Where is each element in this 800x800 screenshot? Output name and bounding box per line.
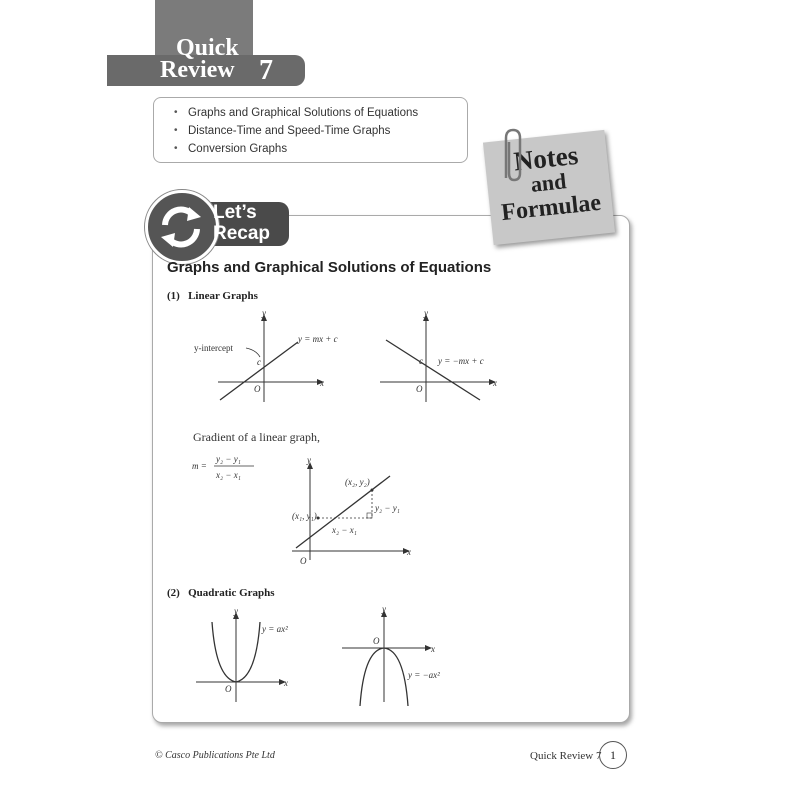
copyright: © Casco Publications Pte Ltd (155, 750, 275, 761)
lg1-y-label: y (262, 308, 266, 318)
topic-item: • Graphs and Graphical Solutions of Equations (154, 104, 467, 122)
lg1-x-label: x (320, 378, 324, 388)
recap-line2: Recap (213, 223, 271, 244)
notes-line1: Notes (512, 139, 580, 177)
lg1-origin-label: O (254, 384, 261, 394)
formula-lhs: m = (192, 461, 207, 471)
qg2-origin-label: O (373, 636, 380, 646)
section-title: Graphs and Graphical Solutions of Equations (167, 259, 492, 276)
lg2-x-label: x (493, 378, 497, 388)
header-title-line1: Quick (176, 35, 239, 61)
refresh-icon (153, 199, 209, 255)
lg3-x-label: x (407, 547, 411, 557)
gradient-graph (288, 455, 418, 572)
recap-line1: Let’s (213, 202, 257, 223)
linear-heading-num: (1) (167, 290, 180, 302)
linear-graph-negative (372, 310, 512, 405)
chapter-number: 7 (259, 55, 273, 86)
lg3-y-label: y (307, 455, 311, 465)
lg1-equation: y = mx + c (298, 334, 338, 344)
qg1-x-label: x (284, 678, 288, 688)
topic-item: • Conversion Graphs (154, 140, 467, 158)
formula-numerator: y₂ − y₁ (216, 454, 241, 464)
lg2-equation: y = −mx + c (438, 356, 484, 366)
quadratic-heading-num: (2) (167, 587, 180, 599)
topics-box (153, 97, 468, 163)
qg1-equation: y = ax² (262, 624, 288, 634)
quadratic-graph-negative (338, 606, 458, 708)
quadratic-heading (167, 587, 275, 599)
header-title-line2: Review (160, 57, 235, 83)
lg3-point2: (x₂, y₂) (345, 477, 370, 487)
qg1-y-label: y (234, 606, 238, 616)
lg3-rise: y₂ − y₁ (375, 503, 400, 513)
lg3-run: x₂ − x₁ (332, 525, 357, 535)
lg3-origin-label: O (300, 556, 307, 566)
linear-heading-text: Linear Graphs (188, 290, 258, 302)
quadratic-heading-text: Quadratic Graphs (188, 587, 275, 599)
linear-heading (167, 290, 258, 302)
lg1-c-label: c (257, 357, 261, 367)
quadratic-graph-positive (190, 608, 310, 708)
running-title: Quick Review 7 (530, 750, 602, 762)
qg2-equation: y = −ax² (408, 670, 440, 680)
formula-denominator: x₂ − x₁ (216, 470, 241, 480)
gradient-formula (190, 452, 270, 486)
qg2-y-label: y (382, 604, 386, 614)
page-number: 1 (599, 741, 627, 769)
notes-line2: and (529, 168, 568, 197)
lg2-origin-label: O (416, 384, 423, 394)
linear-graph-positive (190, 308, 338, 405)
lg1-intercept-label: y-intercept (194, 343, 233, 353)
lg3-point1: (x₁, y₁) (292, 511, 317, 521)
notes-line3: Formulae (500, 189, 603, 227)
recap-label (213, 202, 270, 244)
qg1-origin-label: O (225, 684, 232, 694)
gradient-text: Gradient of a linear graph, (193, 430, 320, 444)
lg2-y-label: y (424, 308, 428, 318)
paperclip-icon (498, 128, 528, 188)
topic-item: • Distance-Time and Speed-Time Graphs (154, 122, 467, 140)
lg2-c-label: c (419, 356, 423, 366)
qg2-x-label: x (431, 644, 435, 654)
